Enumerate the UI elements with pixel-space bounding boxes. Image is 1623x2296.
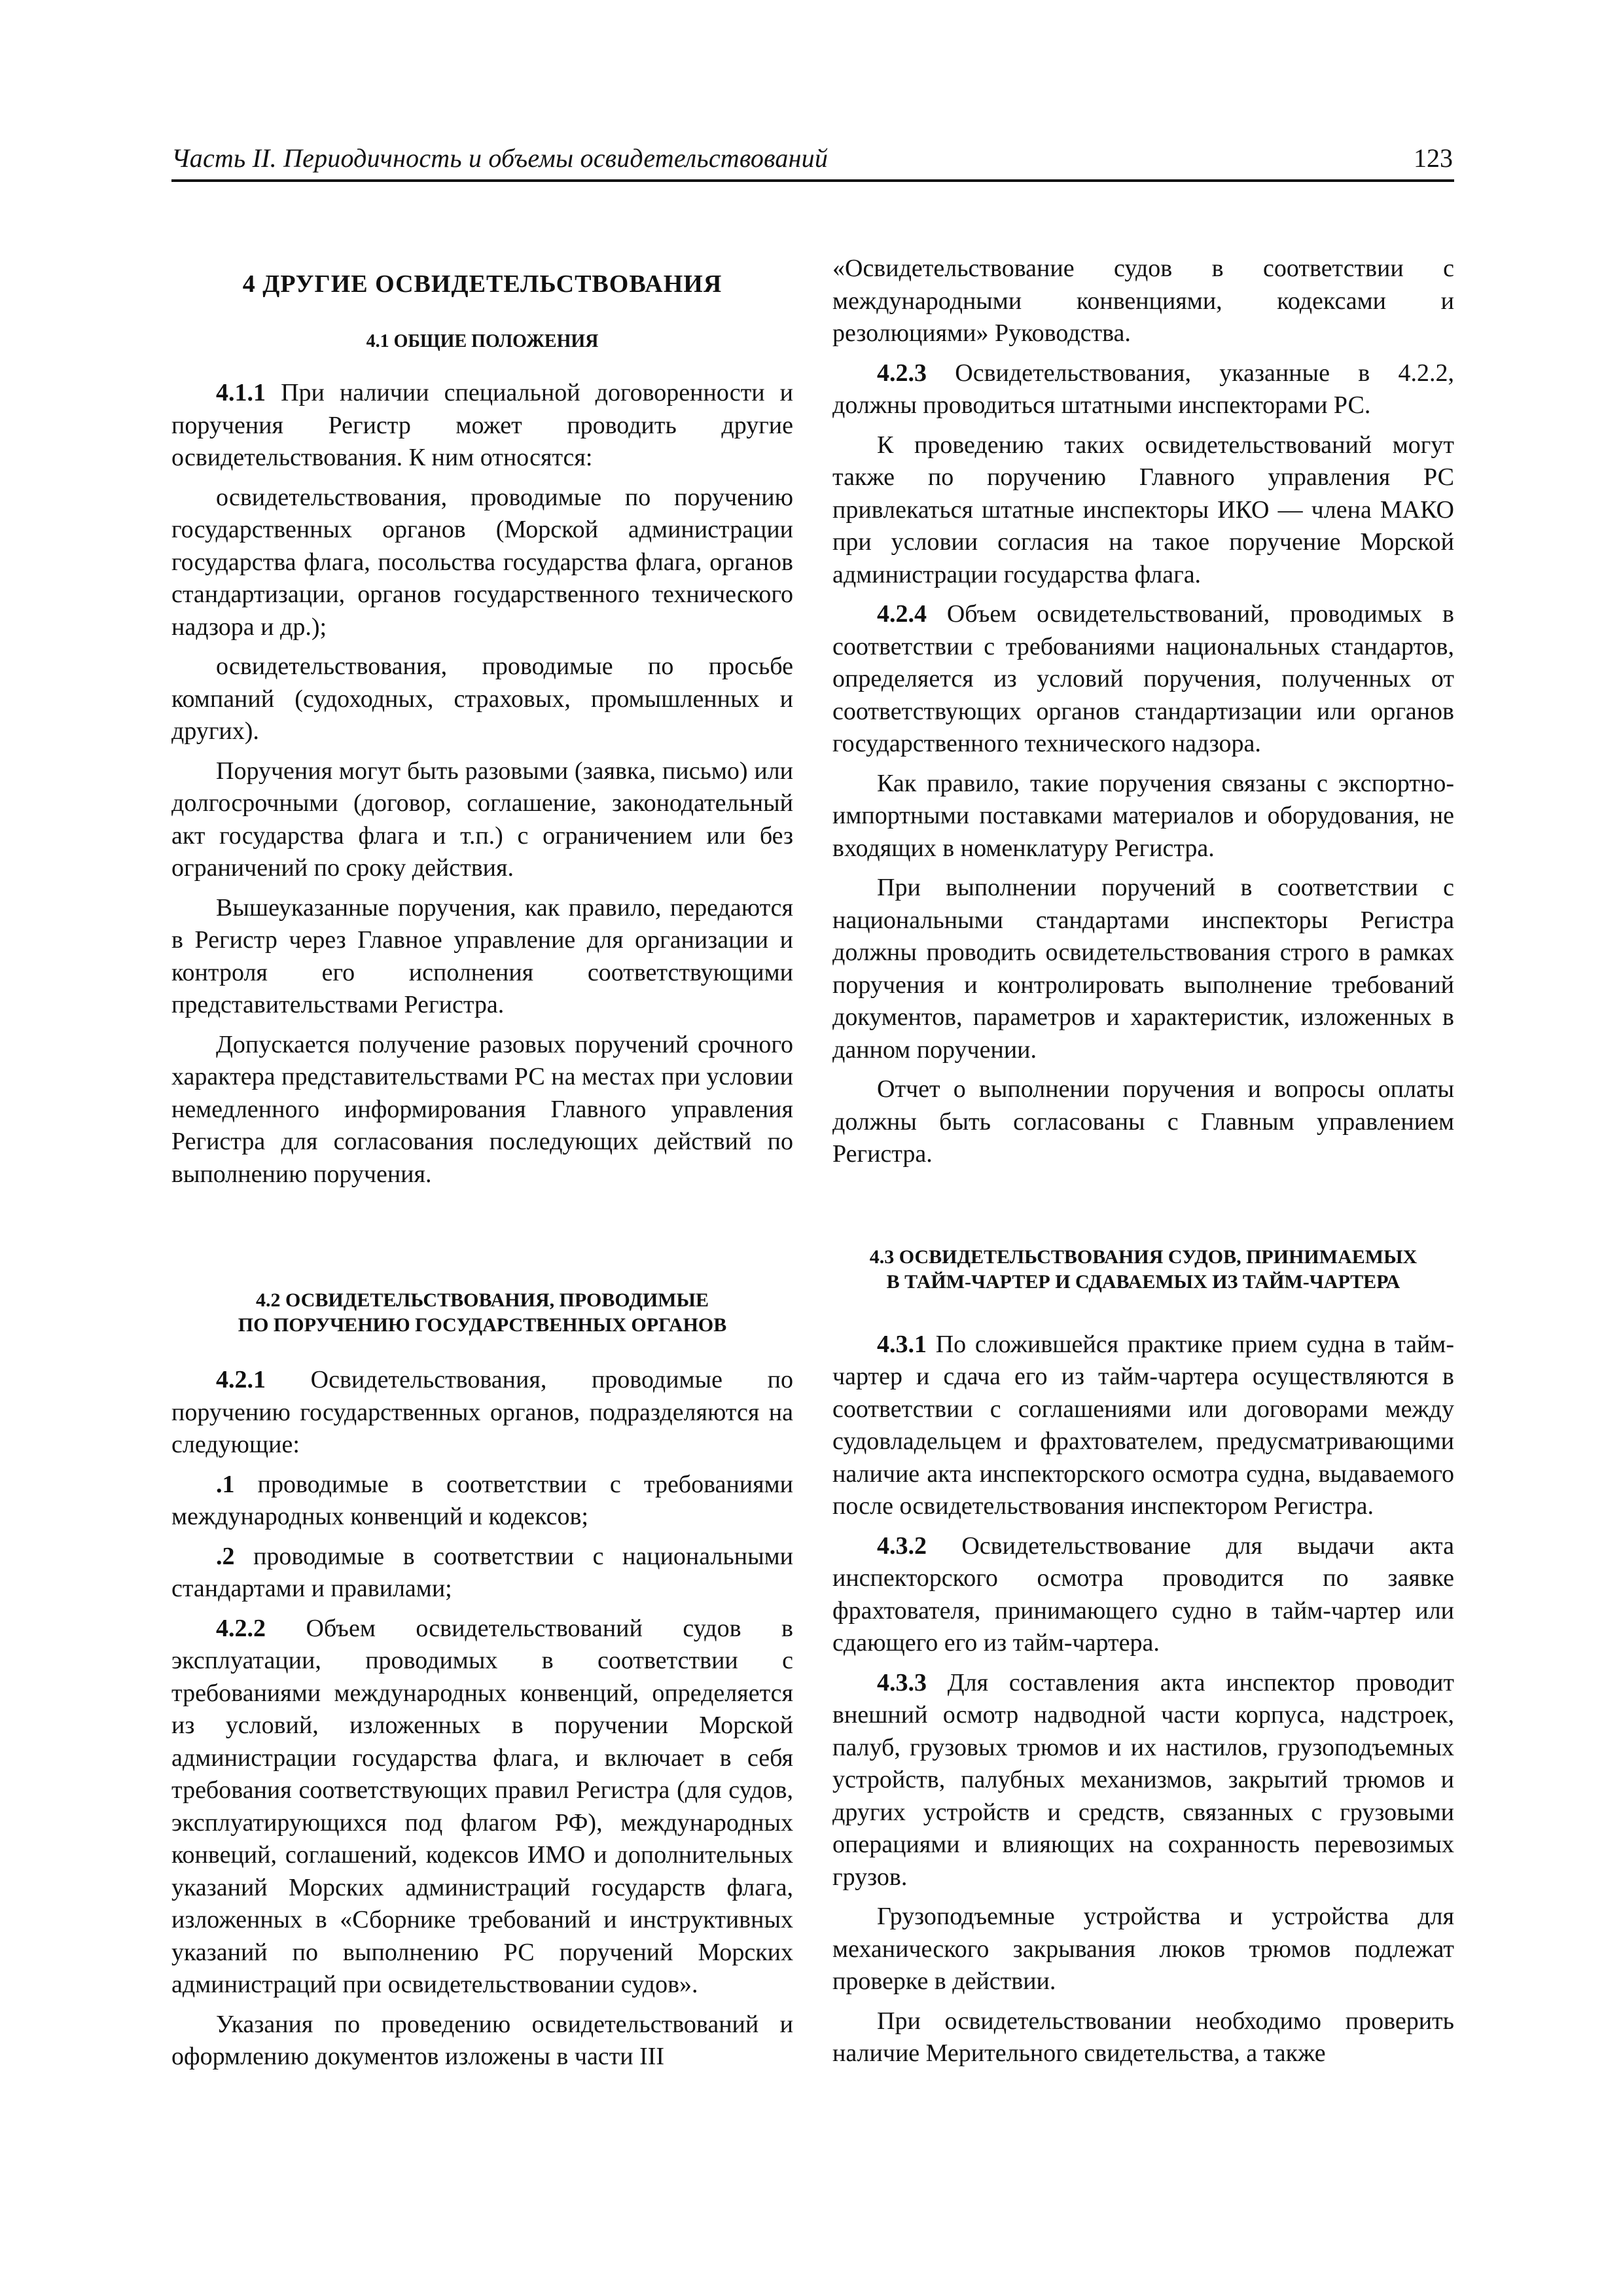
paragraph-4-1-1 — [171, 377, 793, 475]
chapter-heading: 4 ДРУГИЕ ОСВИДЕТЕЛЬСТВОВАНИЯ — [242, 270, 722, 298]
list-number: .1 — [216, 1470, 235, 1498]
heading-line: 4.2 ОСВИДЕТЕЛЬСТВОВАНИЯ, ПРОВОДИМЫЕ — [256, 1289, 709, 1311]
clause-number: 4.3.1 — [877, 1330, 927, 1358]
paragraph-4-2-3 — [832, 357, 1454, 422]
spacer — [171, 1198, 793, 1288]
paragraph-4-2-1 — [171, 1364, 793, 1462]
list-item-2 — [171, 1541, 793, 1605]
paragraph: Грузоподъемные устройства и устройства для механического закрывания люков трюмов подлежат проверке в действии. — [832, 1903, 1454, 1995]
paragraph-text: проводимые в соответствии с требованиями международных конвенций и кодексов; — [171, 1470, 793, 1530]
section-heading-4-1: 4.1 ОБЩИЕ ПОЛОЖЕНИЯ — [366, 331, 599, 351]
paragraph: При освидетельствовании необходимо проверить наличие Мерительного свидетельства, а также — [832, 2007, 1454, 2067]
heading-line: В ТАЙМ-ЧАРТЕР И СДАВАЕМЫХ ИЗ ТАЙМ-ЧАРТЕРА — [886, 1270, 1400, 1293]
paragraph: При выполнении поручений в соответствии с национальными стандартами инспекторы Регистра должны проводить освидетельствования строго в рамках поручения и контролировать выполнение требований документов, параметров и характеристик, изложенных в данном поручении. — [832, 874, 1454, 1064]
paragraph-4-2-2 — [171, 1613, 793, 2001]
clause-number: 4.3.2 — [877, 1532, 927, 1560]
paragraph: Допускается получение разовых поручений срочного характера представительствами РС на местах при условии немедленного информирования Главного управления Регистра для согласования последующих действий по выполнению поручения. — [171, 1030, 793, 1188]
spacer — [171, 1338, 793, 1364]
paragraph-text: Освидетельствования, указанные в 4.2.2, должны проводиться штатными инспекторами РС. — [832, 359, 1454, 419]
paragraph-text: Освидетельствования, проводимые по поручению государственных органов, подразделяются на следующие: — [171, 1366, 793, 1458]
clause-number: 4.1.1 — [216, 379, 266, 406]
heading-line: 4.3 ОСВИДЕТЕЛЬСТВОВАНИЯ СУДОВ, ПРИНИМАЕМЫХ — [869, 1246, 1418, 1268]
paragraph: Отчет о выполнении поручения и вопросы оплаты должны быть согласованы с Главным управлением Регистра. — [832, 1075, 1454, 1168]
paragraph: Как правило, такие поручения связаны с экспортно-импортными поставками материалов и оборудования, не входящих в номенклатуру Регистра. — [832, 769, 1454, 862]
paragraph-text: Освидетельствование для выдачи акта инспекторского осмотра проводится по заявке фрахтователя, принимающего судно в тайм-чартер или сдающего его из тайм-чартера. — [832, 1532, 1454, 1657]
paragraph: освидетельствования, проводимые по поручению государственных органов (Морской администрации государства флага, посольства государства флага, органов стандартизации, органов государственного технического надзора и др.); — [171, 483, 793, 641]
paragraph-text: проводимые в соответствии с национальными стандартами и правилами; — [171, 1542, 793, 1602]
clause-number: 4.2.1 — [216, 1366, 266, 1393]
paragraph-4-3-2 — [832, 1530, 1454, 1660]
paragraph-text: Объем освидетельствований судов в эксплуатации, проводимых в соответствии с требованиями международных конвенций, определяется из условий, изложенных в поручении Морской администрации государства флага, и включает в себя требования соответствующих правил Регистра (для судов, эксплуатирующихся под флагом РФ), международных конвеций, соглашений, кодексов ИМО и дополнительных указаний Морских администраций государств флага, изложенных в «Сборнике требований и инструктивных указаний по выполнению РС поручений Морских администраций при освидетельствовании судов». — [171, 1614, 793, 1998]
list-item-1 — [171, 1469, 793, 1534]
running-header — [171, 139, 1454, 182]
paragraph: освидетельствования, проводимые по просьбе компаний (судоходных, страховых, промышленных и других). — [171, 653, 793, 745]
paragraph-text: Для составления акта инспектор проводит внешний осмотр надводной части корпуса, надстроек, палуб, грузовых трюмов и их настилов, грузоподъемных устройств, палубных механизмов, закрытий трюмов и других устройств и средств, связанных с грузовыми операциями и влияющих на сохранность перевозимых грузов. — [832, 1668, 1454, 1891]
page-number: 123 — [1414, 143, 1453, 173]
spacer — [832, 1178, 1454, 1245]
left-column — [171, 257, 793, 2081]
paragraph-continued: «Освидетельствование судов в соответствии с международными конвенциями, кодексами и резолюциями» Руководства. — [832, 255, 1454, 347]
section-heading-4-3 — [832, 1245, 1454, 1295]
section-heading-4-2 — [171, 1288, 793, 1338]
clause-number: 4.2.3 — [877, 359, 927, 387]
list-number: .2 — [216, 1542, 235, 1570]
paragraph: Поручения могут быть разовыми (заявка, письмо) или долгосрочными (договор, соглашение, законодательный акт государства флага и т.п.) с ограничением или без ограничений по сроку действия. — [171, 757, 793, 882]
paragraph-text: При наличии специальной договоренности и поручения Регистр может проводить другие освидетельствования. К ним относятся: — [171, 379, 793, 471]
paragraph-4-2-4 — [832, 598, 1454, 761]
clause-number: 4.2.4 — [877, 600, 927, 628]
paragraph: Указания по проведению освидетельствований и оформлению документов изложены в части III — [171, 2010, 793, 2070]
header-title: Часть II. Периодичность и объемы освидетельствований — [171, 143, 829, 173]
clause-number: 4.3.3 — [877, 1668, 927, 1696]
clause-number: 4.2.2 — [216, 1614, 266, 1642]
paragraph-text: По сложившейся практике прием судна в тайм-чартер и сдача его из тайм-чартера осуществляются в соответствии с соглашениями или договорами между судовладельцем и фрахтователем, предусматривающими наличие акта инспекторского осмотра судна, выдаваемого после освидетельствования инспектором Регистра. — [832, 1330, 1454, 1520]
paragraph-text: Объем освидетельствований, проводимых в соответствии с требованиями национальных стандартов, определяется из условий поручения, полученных от соответствующих органов стандартизации или органов государственного технического надзора. — [832, 600, 1454, 757]
paragraph: Вышеуказанные поручения, как правило, передаются в Регистр через Главное управление для организации и контроля его исполнения соответствующими представительствами Регистра. — [171, 893, 793, 1018]
paragraph-4-3-3 — [832, 1667, 1454, 1894]
right-column — [832, 253, 1454, 2077]
heading-line: ПО ПОРУЧЕНИЮ ГОСУДАРСТВЕННЫХ ОРГАНОВ — [238, 1314, 727, 1336]
paragraph: К проведению таких освидетельствований могут также по поручению Главного управления РС привлекаться штатные инспекторы ИКО — члена МАКО при условии согласия на такое поручение Морской администрации государства флага. — [832, 431, 1454, 588]
paragraph-4-3-1 — [832, 1329, 1454, 1523]
spacer — [832, 1295, 1454, 1329]
